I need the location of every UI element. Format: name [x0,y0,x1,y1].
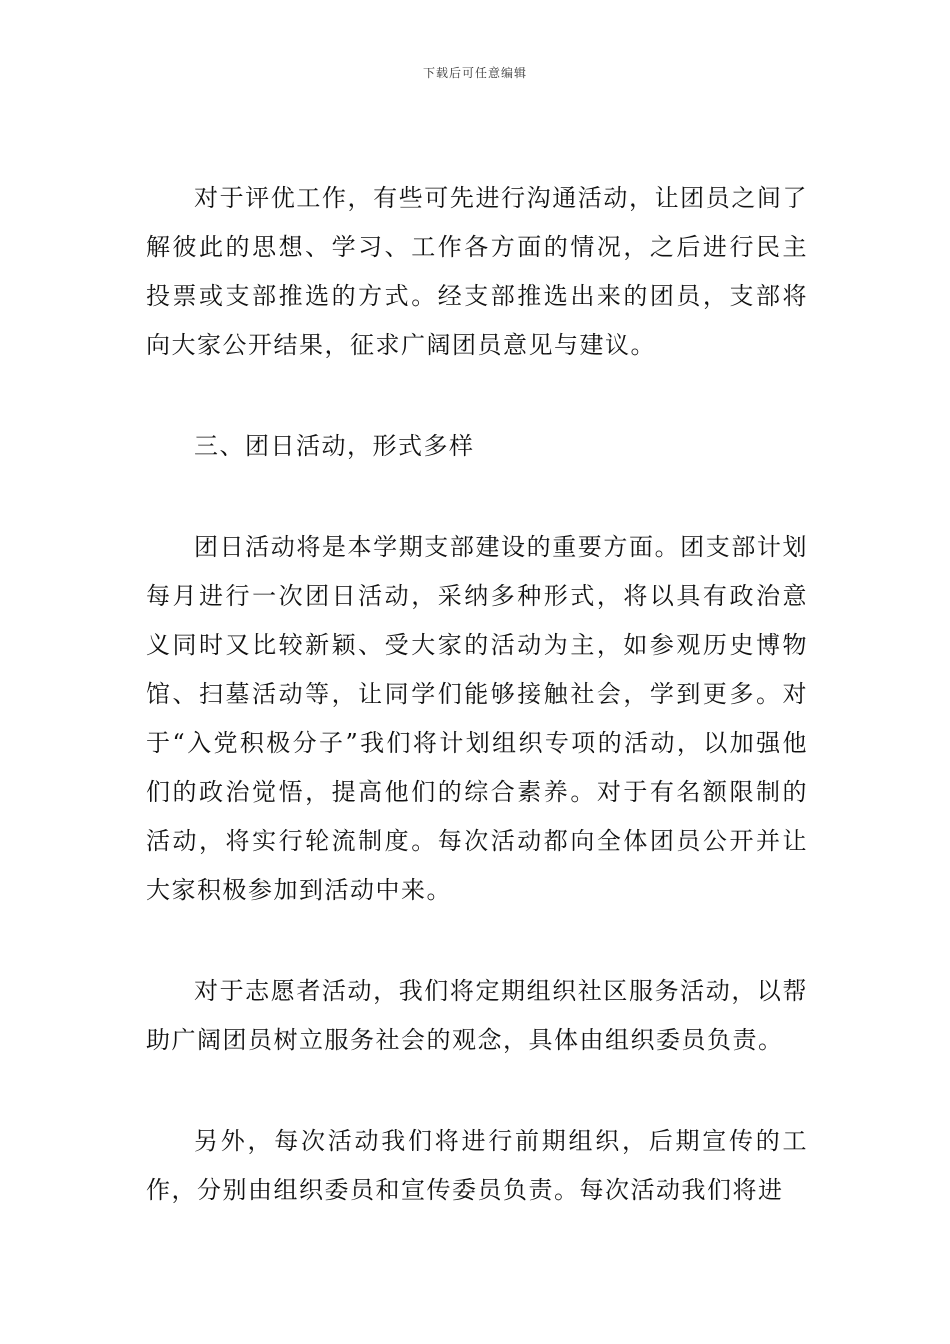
paragraph-organization-publicity: 另外，每次活动我们将进行前期组织，后期宣传的工作，分别由组织委员和宣传委员负责。每次活动我们将进 [146,1127,808,1204]
paragraph-league-day-activities: 团日活动将是本学期支部建设的重要方面。团支部计划每月进行一次团日活动，采纳多种形式，将以具有政治意义同时又比较新颖、受大家的活动为主，如参观历史博物馆、扫墓活动等，让同学们能够接触社会，学到更多。对于“入党积极分子”我们将计划组织专项的活动，以加强他们的政治觉悟，提高他们的综合素养。对于有名额限制的活动，将实行轮流制度。每次活动都向全体团员公开并让大家积极参加到活动中来。 [146,533,808,904]
paragraph-evaluation: 对于评优工作，有些可先进行沟通活动，让团员之间了解彼此的思想、学习、工作各方面的情况，之后进行民主投票或支部推选的方式。经支部推选出来的团员，支部将向大家公开结果，征求广阔团员意见与建议。 [146,184,808,359]
header-note: 下载后可任意编辑 [422,66,527,80]
paragraph-volunteer-activities: 对于志愿者活动，我们将定期组织社区服务活动，以帮助广阔团员树立服务社会的观念，具体由组织委员负责。 [146,977,808,1054]
document-body [146,174,808,1215]
section-heading-league-day: 三、团日活动，形式多样 [194,432,475,460]
